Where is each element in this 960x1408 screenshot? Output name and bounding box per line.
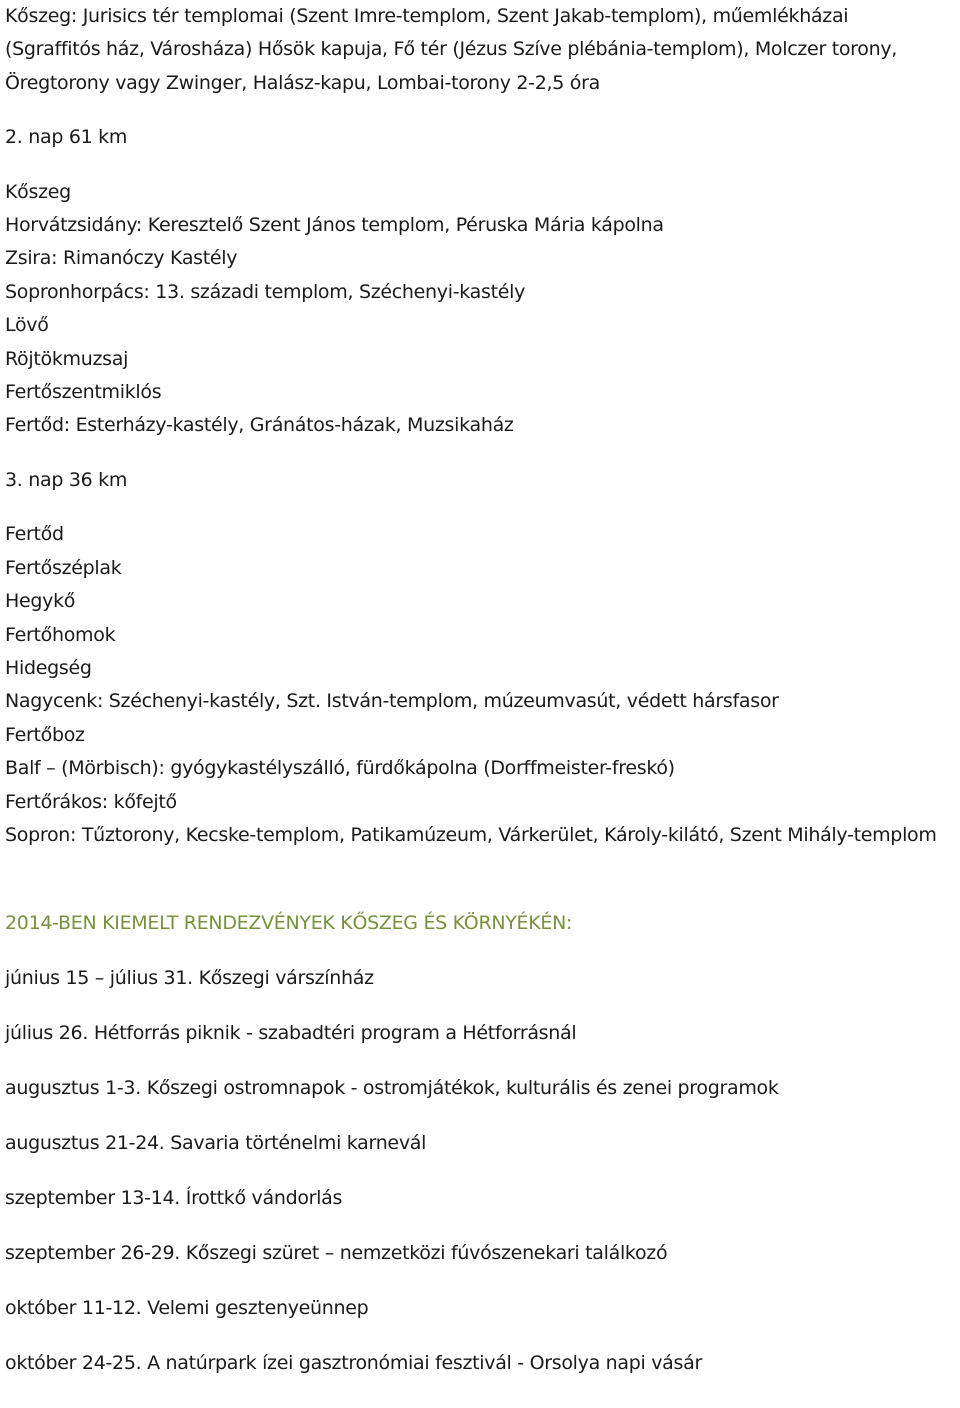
day2-stop: Kőszeg <box>5 180 71 203</box>
event-item: augusztus 21-24. Savaria történelmi karnevál <box>5 1131 427 1154</box>
day2-stop: Horvátzsidány: Keresztelő Szent János templom, Péruska Mária kápolna <box>5 214 664 237</box>
spacer <box>5 941 945 962</box>
day3-stop: Fertőszéplak <box>5 556 122 579</box>
spacer <box>5 497 945 518</box>
document-page <box>5 0 945 1402</box>
day3-stop: Fertőrákos: kőfejtő <box>5 790 177 813</box>
day3-stop: Nagycenk: Széchenyi-kastély, Szt. István-templom, múzeumvasút, védett hársfasor <box>5 690 779 713</box>
spacer <box>5 100 945 121</box>
event-item: október 24-25. A natúrpark ízei gasztronómiai fesztivál - Orsolya napi vásár <box>5 1351 702 1374</box>
day3-stop: Fertőboz <box>5 723 85 746</box>
day3-stop: Fertőd <box>5 523 64 546</box>
day3-stop: Hegykő <box>5 590 76 613</box>
event-item: szeptember 13-14. Írottkő vándorlás <box>5 1186 343 1209</box>
day3-last-stop: Sopron: Tűztorony, Kecske-templom, Patikamúzeum, Várkerület, Károly-kilátó, Szent Mihály-templom <box>5 823 937 846</box>
day2-stop: Zsira: Rimanóczy Kastély <box>5 247 238 270</box>
spacer <box>5 155 945 176</box>
day2-stop: Fertőd: Esterházy-kastély, Gránátos-házak, Muzsikaház <box>5 414 514 437</box>
event-item: június 15 – július 31. Kőszegi várszínház <box>5 966 374 989</box>
day3-heading: 3. nap 36 km <box>5 468 128 491</box>
event-item: augusztus 1-3. Kőszegi ostromnapok - ostromjátékok, kulturális és zenei programok <box>5 1076 779 1099</box>
event-item: július 26. Hétforrás piknik - szabadtéri program a Hétforrásnál <box>5 1021 577 1044</box>
day2-stop: Röjtökmuzsaj <box>5 347 129 370</box>
day3-stop: Balf – (Mörbisch): gyógykastélyszálló, fürdőkápolna (Dorffmeister-freskó) <box>5 757 675 780</box>
day2-stop: Lövő <box>5 314 49 337</box>
spacer <box>5 852 945 907</box>
day2-heading: 2. nap 61 km <box>5 126 128 149</box>
day3-stop: Hidegség <box>5 656 92 679</box>
event-item: szeptember 26-29. Kőszegi szüret – nemzetközi fúvószenekari találkozó <box>5 1241 668 1264</box>
day2-stop: Sopronhorpács: 13. századi templom, Széchenyi-kastély <box>5 280 526 303</box>
day1-koszeg-sights: Kőszeg: Jurisics tér templomai (Szent Imre-templom, Szent Jakab-templom), műemlékházai (Sgraffitós ház, Városháza) Hősök kapuja, Fő tér (Jézus Szíve plébánia-templom), Molczer torony, Öregtorony vagy Zwinger, Halász-kapu, Lombai-torony 2-2,5 óra <box>5 5 898 94</box>
events-section-title: 2014-BEN KIEMELT RENDEZVÉNYEK KŐSZEG ÉS KÖRNYÉKÉN: <box>5 912 573 935</box>
event-item: október 11-12. Velemi gesztenyeünnep <box>5 1296 369 1319</box>
day3-stop: Fertőhomok <box>5 623 116 646</box>
spacer <box>5 443 945 464</box>
day2-stop: Fertőszentmiklós <box>5 381 162 404</box>
